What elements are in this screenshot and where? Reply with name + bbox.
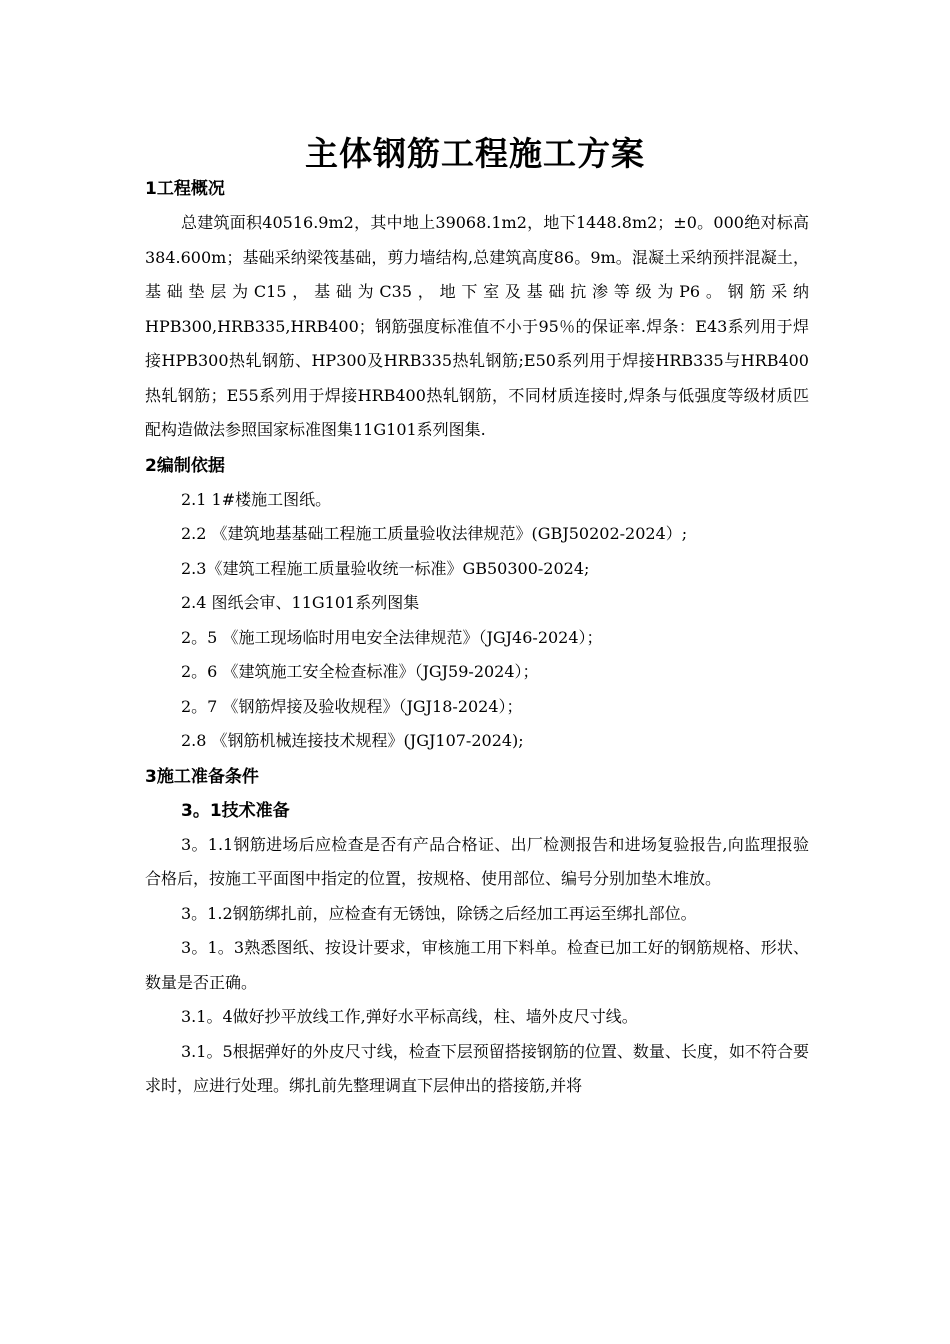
list-item: 2.1 1#楼施工图纸。 [181,489,332,509]
section-1-heading: 1工程概况 [145,179,225,199]
list-item: 2.2 《建筑地基基础工程施工质量验收法律规范》(GBJ50202-2024）; [181,524,688,543]
section-1-paragraph: 总建筑面积40516.9m2，其中地上39068.1m2，地下1448.8m2；±0。000绝对标高384.600m；基础采纳梁筏基础，剪力墙结构,总建筑高度86。9m。混凝土采纳预拌混凝土，基础垫层为C15，基础为C35，地下室及基础抗渗等级为P6。钢筋采纳HPB300,HRB335,HRB400；钢筋强度标准值不小于95％的保证率.焊条：E43系列用于焊接HPB300热轧钢筋、HP300及HRB335热轧钢筋;E50系列用于焊接HRB335与HRB400热轧钢筋；E55系列用于焊接HRB400热轧钢筋，不同材质连接时,焊条与低强度等级材质匹配构造做法参照国家标准图集11G101系列图集. [145,213,809,439]
paragraph-3-1-3: 3。1。3熟悉图纸、按设计要求，审核施工用下料单。检查已加工好的钢筋规格、形状、数量是否正确。 [145,938,809,992]
list-item: 2。6 《建筑施工安全检查标准》（JGJ59-2024）； [181,662,539,681]
section-3-1-heading: 3。1技术准备 [181,800,290,821]
list-item: 2。7 《钢筋焊接及验收规程》（JGJ18-2024）； [181,696,523,716]
paragraph-3-1-1: 3。1.1钢筋进场后应检查是否有产品合格证、出厂检测报告和进场复验报告,向监理报验合格后，按施工平面图中指定的位置，按规格、使用部位、编号分别加垫木堆放。 [145,834,809,888]
document-body [145,172,809,1104]
page-title: 主体钢筋工程施工方案 [305,134,645,173]
paragraph-3-1-4: 3.1。4做好抄平放线工作,弹好水平标高线，柱、墙外皮尺寸线。 [181,1007,638,1026]
section-2-heading: 2编制依据 [145,455,225,476]
list-item: 2。5 《施工现场临时用电安全法律规范》（JGJ46-2024）； [181,627,603,647]
list-item: 2.4 图纸会审、11G101系列图集 [181,593,420,612]
list-item: 2.3《建筑工程施工质量验收统一标准》GB50300-2024; [181,558,590,578]
paragraph-3-1-5: 3.1。5根据弹好的外皮尺寸线，检查下层预留搭接钢筋的位置、数量、长度，如不符合要求时，应进行处理。绑扎前先整理调直下层伸出的搭接筋,并将 [145,1041,809,1095]
paragraph-3-1-2: 3。1.2钢筋绑扎前，应检查有无锈蚀，除锈之后经加工再运至绑扎部位。 [181,903,697,923]
section-3-heading: 3施工准备条件 [145,766,259,787]
list-item: 2.8 《钢筋机械连接技术规程》(JGJ107-2024); [181,731,524,750]
